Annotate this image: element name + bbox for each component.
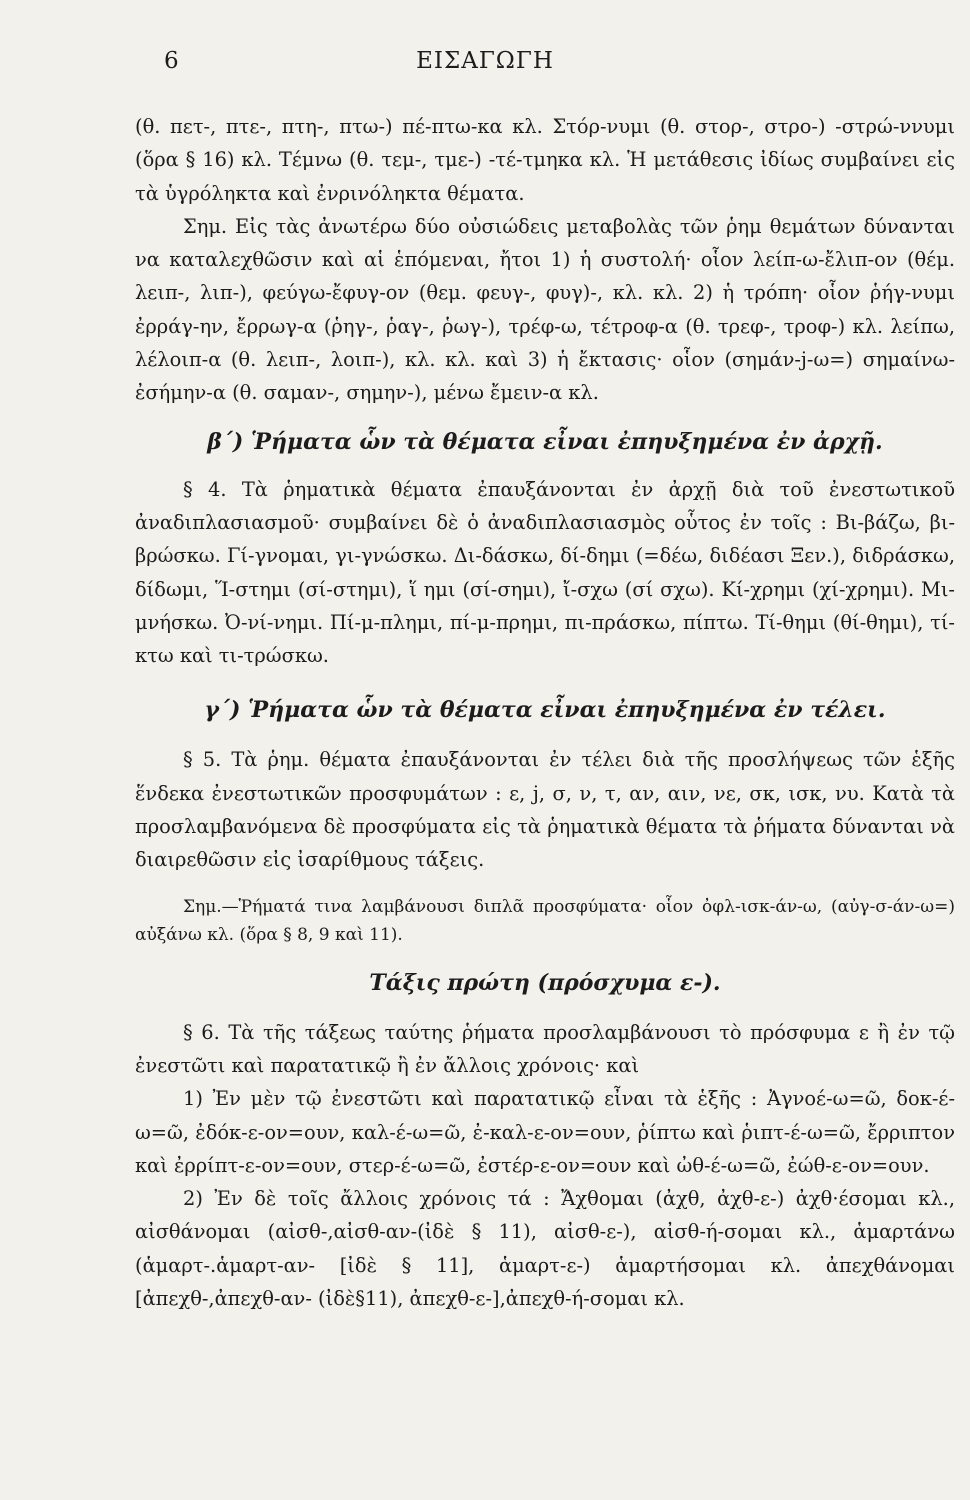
paragraph-section-5: § 5. Τὰ ῥημ. θέματα ἐπαυξάνονται ἐν τέλει διὰ τῆς προσλήψεως τῶν ἑξῆς ἕνδεκα ἐνεστωτικῶν προσφυμάτων : ε, j, σ, ν, τ, αν, αιν, νε, σκ, ισκ, νυ. Κατὰ τὰ προσλαμβανόμενα δὲ προσφύματα εἰς τὰ ῥηματικὰ θέματα τὰ ῥήματα δύνανται νὰ διαιρεθῶσιν εἰς ἰσαρίθμους τάξεις. xyxy=(135,748,955,872)
paragraph-metathesis: (θ. πετ-, πτε-, πτη-, πτω-) πέ-πτω-κα κλ. Στόρ-νυμι (θ. στορ-, στρο-) -στρώ-ννυμι (ὅρα § 16) κλ. Τέμνω (θ. τεμ-, τμε-) -τέ-τμηκα κλ. Ἡ μετάθεσις ἰδίως συμβαίνει εἰς τὰ ὑγρόληκτα καὶ ἐνρινόληκτα θέματα. xyxy=(135,115,955,205)
paragraph-section-4: § 4. Τὰ ῥηματικὰ θέματα ἐπαυξάνονται ἐν ἀρχῇ διὰ τοῦ ἐνεστωτικοῦ ἀναδιπλασιασμοῦ· συμβαίνει δὲ ὁ ἀναδιπλασιασμὸς οὗτος ἐν τοῖς : Βι-βάζω, βι-βρώσκω. Γί-γνομαι, γι-γνώσκω. Δι-δάσκω, δί-δημι (=δέω, διδέασι Ξεν.), διδράσκω, δίδωμι, Ἵ-στημι (σί-στημι), ἵ ημι (σί-σημι), ἴ-σχω (σί σχω). Κί-χρημι (χί-χρημι). Μι-μνήσκω. Ὀ-νί-νημι. Πί-μ-πλημι, πί-μ-πρημι, πι-πράσκω, πίπτω. Τί-θημι (θί-θημι), τί-κτω καὶ τι-τρώσκω. xyxy=(135,477,955,668)
page-body xyxy=(135,110,955,1315)
paragraph-present-tense: 1) Ἐν μὲν τῷ ἐνεστῶτι καὶ παρατατικῷ εἶναι τὰ ἑξῆς : Ἀγνοέ-ω=ῶ, δοκ-έ-ω=ῶ, ἐδόκ-ε-ον=ουν, καλ-έ-ω=ῶ, ἐ-καλ-ε-ον=ουν, ῥίπτω καὶ ῥιπτ-έ-ω=ῶ, ἔρριπτον καὶ ἐρρίπτ-ε-ον=ουν, στερ-έ-ω=ῶ, ἐστέρ-ε-ον=ουν καὶ ὠθ-έ-ω=ῶ, ἐώθ-ε-ον=ουν. xyxy=(135,1087,955,1177)
section-heading-first-class: Τάξις πρώτη (πρόσχυμα ε-). xyxy=(369,969,721,996)
paragraph-section-6: § 6. Τὰ τῆς τάξεως ταύτης ῥήματα προσλαμβάνουσι τὸ πρόσφυμα ε ἢ ἐν τῷ ἐνεστῶτι καὶ παρατατικῷ ἢ ἐν ἄλλοις χρόνοις· καὶ xyxy=(135,1020,955,1077)
paragraph-other-tenses: 2) Ἐν δὲ τοῖς ἄλλοις χρόνοις τά : Ἄχθομαι (ἀχθ, ἀχθ-ε-) ἀχθ·έσομαι κλ., αἰσθάνομαι (αἰσθ-,αἰσθ-αν-(ἰδὲ § 11), αἰσθ-ε-), αἰσθ-ή-σομαι κλ., ἁμαρτάνω (ἁμαρτ-.ἁμαρτ-αν- [ἰδὲ § 11], ἁμαρτ-ε-) ἁμαρτήσομαι κλ. ἀπεχθάνομαι [ἀπεχθ-,ἀπεχθ-αν- (ἰδὲ§11), ἀπεχθ-ε-],ἀπεχθ-ή-σομαι κλ. xyxy=(135,1187,955,1311)
small-note: Σημ.—Ῥήματά τινα λαμβάνουσι διπλᾶ προσφύματα· οἷον ὀφλ-ισκ-άν-ω, (αὐγ-σ-άν-ω=) αὐξάνω κλ. (ὅρα § 8, 9 καὶ 11). xyxy=(135,896,955,945)
section-heading-gamma: γ΄) Ῥήματα ὧν τὰ θέματα εἶναι ἐπηυξημένα ἐν τέλει. xyxy=(204,697,886,724)
section-heading-beta: β΄) Ῥήματα ὧν τὰ θέματα εἶναι ἐπηυξημένα ἐν ἀρχῇ. xyxy=(207,428,883,455)
running-title: ΕΙΣΑΓΩΓΗ xyxy=(416,48,554,74)
running-header xyxy=(0,48,970,88)
page-number: 6 xyxy=(164,48,179,74)
note-paragraph: Σημ. Εἰς τὰς ἀνωτέρω δύο οὐσιώδεις μεταβολὰς τῶν ῥημ θεμάτων δύνανται να καταλεχθῶσιν καὶ αἱ ἑπόμεναι, ἤτοι 1) ἡ συστολή· οἷον λείπ-ω-ἔλιπ-ον (θέμ. λειπ-, λιπ-), φεύγω-ἔφυγ-ον (θεμ. φευγ-, φυγ)-, κλ. κλ. 2) ἡ τρόπη· οἷον ῥήγ-νυμι ἐρράγ-ην, ἔρρωγ-α (ῥηγ-, ῥαγ-, ῥωγ-), τρέφ-ω, τέτροφ-α (θ. τρεφ-, τροφ-) κλ. λείπω, λέλοιπ-α (θ. λειπ-, λοιπ-), κλ. κλ. καὶ 3) ἡ ἔκτασις· οἷον (σημάν-j-ω=) σημαίνω-ἐσήμην-α (θ. σαμαν-, σημην-), μένω ἔμειν-α κλ. xyxy=(135,214,955,405)
